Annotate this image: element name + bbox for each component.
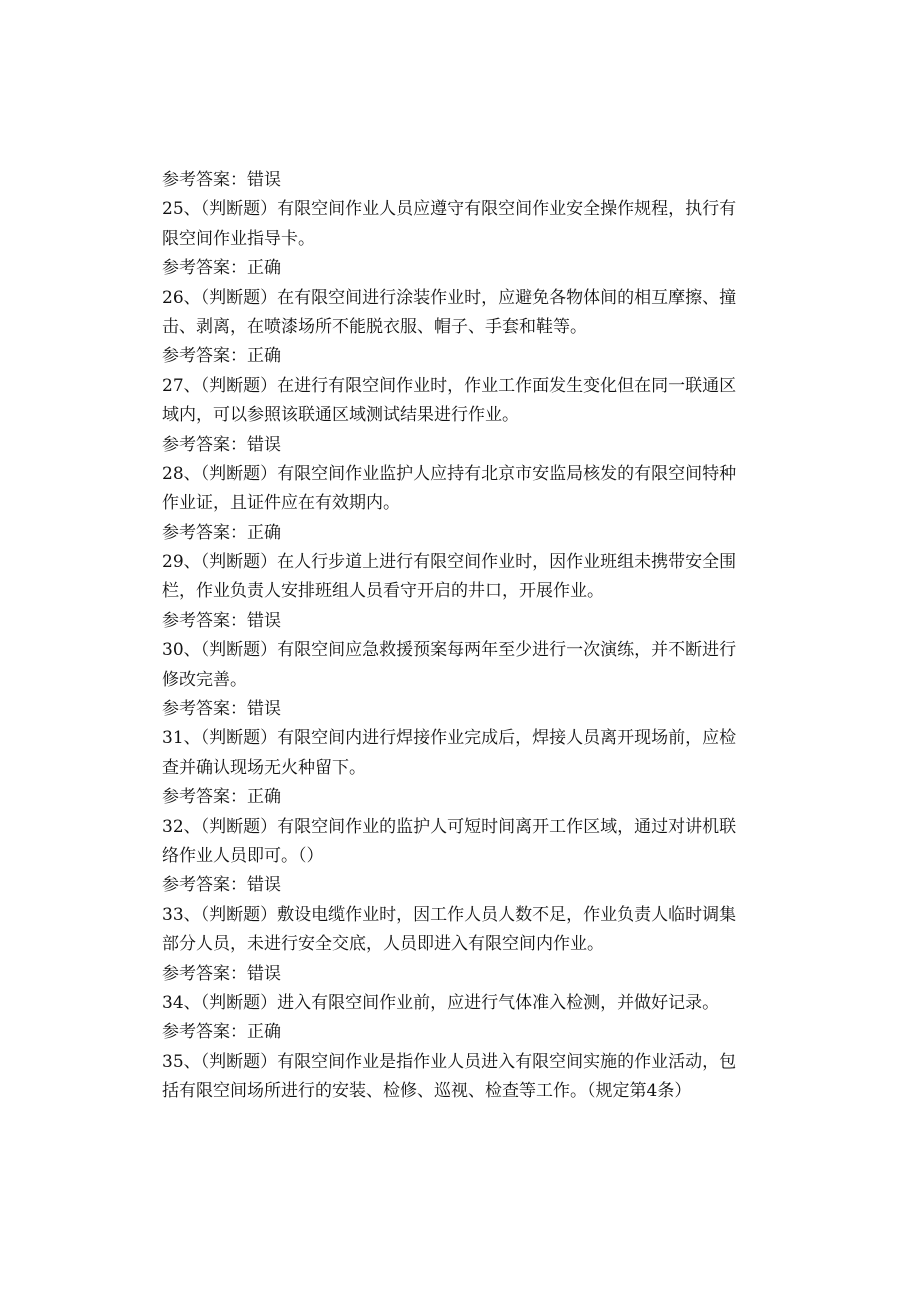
answer-line: 参考答案：错误 (162, 170, 281, 190)
answer-line: 参考答案：错误 (162, 963, 281, 984)
question-line: 33、（判断题）敷设电缆作业时，因工作人员人数不足，作业负责人临时调集 (162, 904, 737, 925)
question-line: 括有限空间场所进行的安装、检修、巡视、检查等工作。（规定第4条） (162, 1081, 692, 1102)
question-line: 络作业人员即可。（） (162, 845, 324, 866)
question-line: 击、剥离，在喷漆场所不能脱衣服、帽子、手套和鞋等。 (162, 316, 587, 337)
question-line: 部分人员，未进行安全交底，人员即进入有限空间内作业。 (162, 934, 604, 955)
question-line: 限空间作业指导卡。 (162, 228, 315, 249)
answer-line: 参考答案：错误 (162, 434, 281, 455)
question-line: 作业证，且证件应在有效期内。 (162, 493, 400, 514)
question-line: 修改完善。 (162, 669, 247, 690)
question-line: 域内，可以参照该联通区域测试结果进行作业。 (162, 405, 519, 426)
question-line: 查并确认现场无火种留下。 (162, 757, 366, 778)
question-line: 28、（判断题）有限空间作业监护人应持有北京市安监局核发的有限空间特种 (162, 463, 737, 484)
answer-line: 参考答案：正确 (162, 1022, 281, 1043)
question-line: 27、（判断题）在进行有限空间作业时，作业工作面发生变化但在同一联通区 (162, 375, 737, 396)
answer-line: 参考答案：正确 (162, 522, 281, 543)
question-line: 30、（判断题）有限空间应急救援预案每两年至少进行一次演练，并不断进行 (162, 640, 737, 661)
answer-line: 参考答案：错误 (162, 610, 281, 631)
question-line: 34、（判断题）进入有限空间作业前，应进行气体准入检测，并做好记录。 (162, 992, 720, 1013)
answer-line: 参考答案：正确 (162, 346, 281, 367)
question-line: 29、（判断题）在人行步道上进行有限空间作业时，因作业班组未携带安全围 (162, 552, 737, 573)
answer-line: 参考答案：错误 (162, 875, 281, 896)
answer-line: 参考答案：错误 (162, 699, 281, 720)
question-line: 25、（判断题）有限空间作业人员应遵守有限空间作业安全操作规程，执行有 (162, 199, 737, 220)
question-line: 32、（判断题）有限空间作业的监护人可短时间离开工作区域，通过对讲机联 (162, 816, 737, 837)
answer-line: 参考答案：正确 (162, 787, 281, 808)
question-line: 31、（判断题）有限空间内进行焊接作业完成后，焊接人员离开现场前，应检 (162, 728, 737, 749)
question-line: 26、（判断题）在有限空间进行涂装作业时，应避免各物体间的相互摩擦、撞 (162, 287, 737, 308)
question-line: 35、（判断题）有限空间作业是指作业人员进入有限空间实施的作业活动，包 (162, 1051, 737, 1072)
question-line: 栏，作业负责人安排班组人员看守开启的井口，开展作业。 (162, 581, 604, 602)
answer-line: 参考答案：正确 (162, 258, 281, 279)
document-page (162, 166, 752, 1107)
